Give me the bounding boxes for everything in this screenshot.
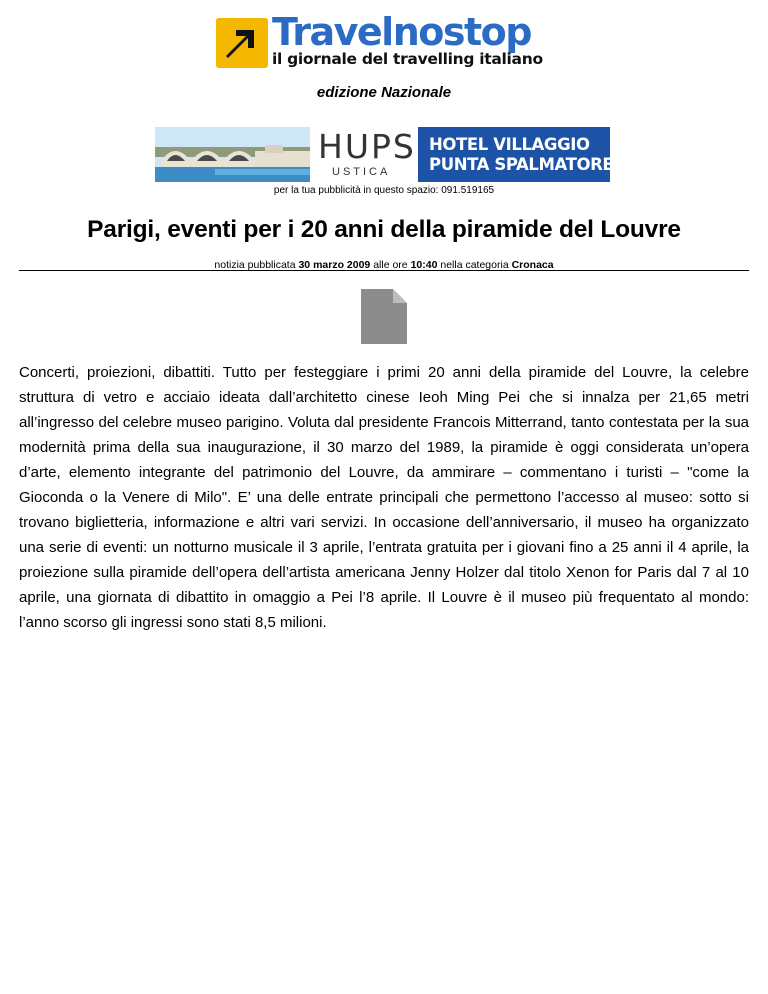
article-title: Parigi, eventi per i 20 anni della piramide del Louvre bbox=[87, 216, 681, 243]
ad-contact-note: per la tua pubblicità in questo spazio: 091.519165 bbox=[273, 185, 495, 196]
meta-date: 30 marzo 2009 bbox=[298, 259, 371, 271]
title-divider bbox=[19, 270, 749, 271]
site-logo[interactable] bbox=[216, 10, 556, 72]
meta-time-prefix: alle ore bbox=[373, 259, 408, 271]
meta-prefix: notizia pubblicata bbox=[214, 259, 296, 271]
logo-tagline: il giornale del travelling italiano bbox=[272, 50, 543, 68]
hotel-name-line1: HOTEL VILLAGGIO bbox=[429, 135, 590, 154]
edition-label: edizione Nazionale bbox=[316, 84, 452, 101]
hups-brand bbox=[318, 127, 416, 182]
meta-category: Cronaca bbox=[511, 259, 554, 271]
ad-banner[interactable] bbox=[155, 127, 614, 182]
meta-time: 10:40 bbox=[410, 259, 438, 271]
article-body: Concerti, proiezioni, dibattiti. Tutto per festeggiare i primi 20 anni della piramide del Louvre, la celebre struttura di vetro e acciaio ideata dall’architetto cinese Ieoh Ming Pei che si innalza per 21,65 metri all’ingresso del celebre museo parigino. Voluta dal presidente Francois Mitterrand, tanto contestata per la sua modernità prima della sua inaugurazione, il 30 marzo del 1989, la piramide è oggi considerata un’opera d’arte, elemento integrante del patrimonio del Louvre, da ammirare – commentano i turisti – "come la Gioconda o la Venere di Milo". E’ una delle entrate principali che permettono l’accesso al museo: sotto si trovano biglietteria, informazione e altri vari servizi. In occasione dell’anniversario, il museo ha organizzato una serie di eventi: un notturno musicale il 3 aprile, l’entrata gratuita per i giovani fino a 25 anni il 4 aprile, la proiezione sulla piramide dell’opera dell’artista americana Jenny Holzer dal titolo Xenon for Paris dal 7 al 10 aprile, una giornata di dibattito in omaggio a Pei l’8 aprile. Il Louvre è il museo più frequentato al mondo: l’anno scorso gli ingressi sono stati 8,5 milioni. bbox=[19, 364, 749, 631]
hotel-panel bbox=[418, 127, 614, 182]
hups-brand-name: HUPS bbox=[318, 127, 416, 166]
hups-brand-location: USTICA bbox=[332, 166, 391, 178]
logo-title: Travelnostop bbox=[272, 10, 531, 54]
meta-category-prefix: nella categoria bbox=[440, 259, 509, 271]
banner-photo bbox=[155, 127, 310, 182]
hotel-name-line2: PUNTA SPALMATORE bbox=[429, 155, 614, 174]
document-icon bbox=[361, 289, 407, 349]
arrow-northeast-icon bbox=[216, 18, 268, 68]
